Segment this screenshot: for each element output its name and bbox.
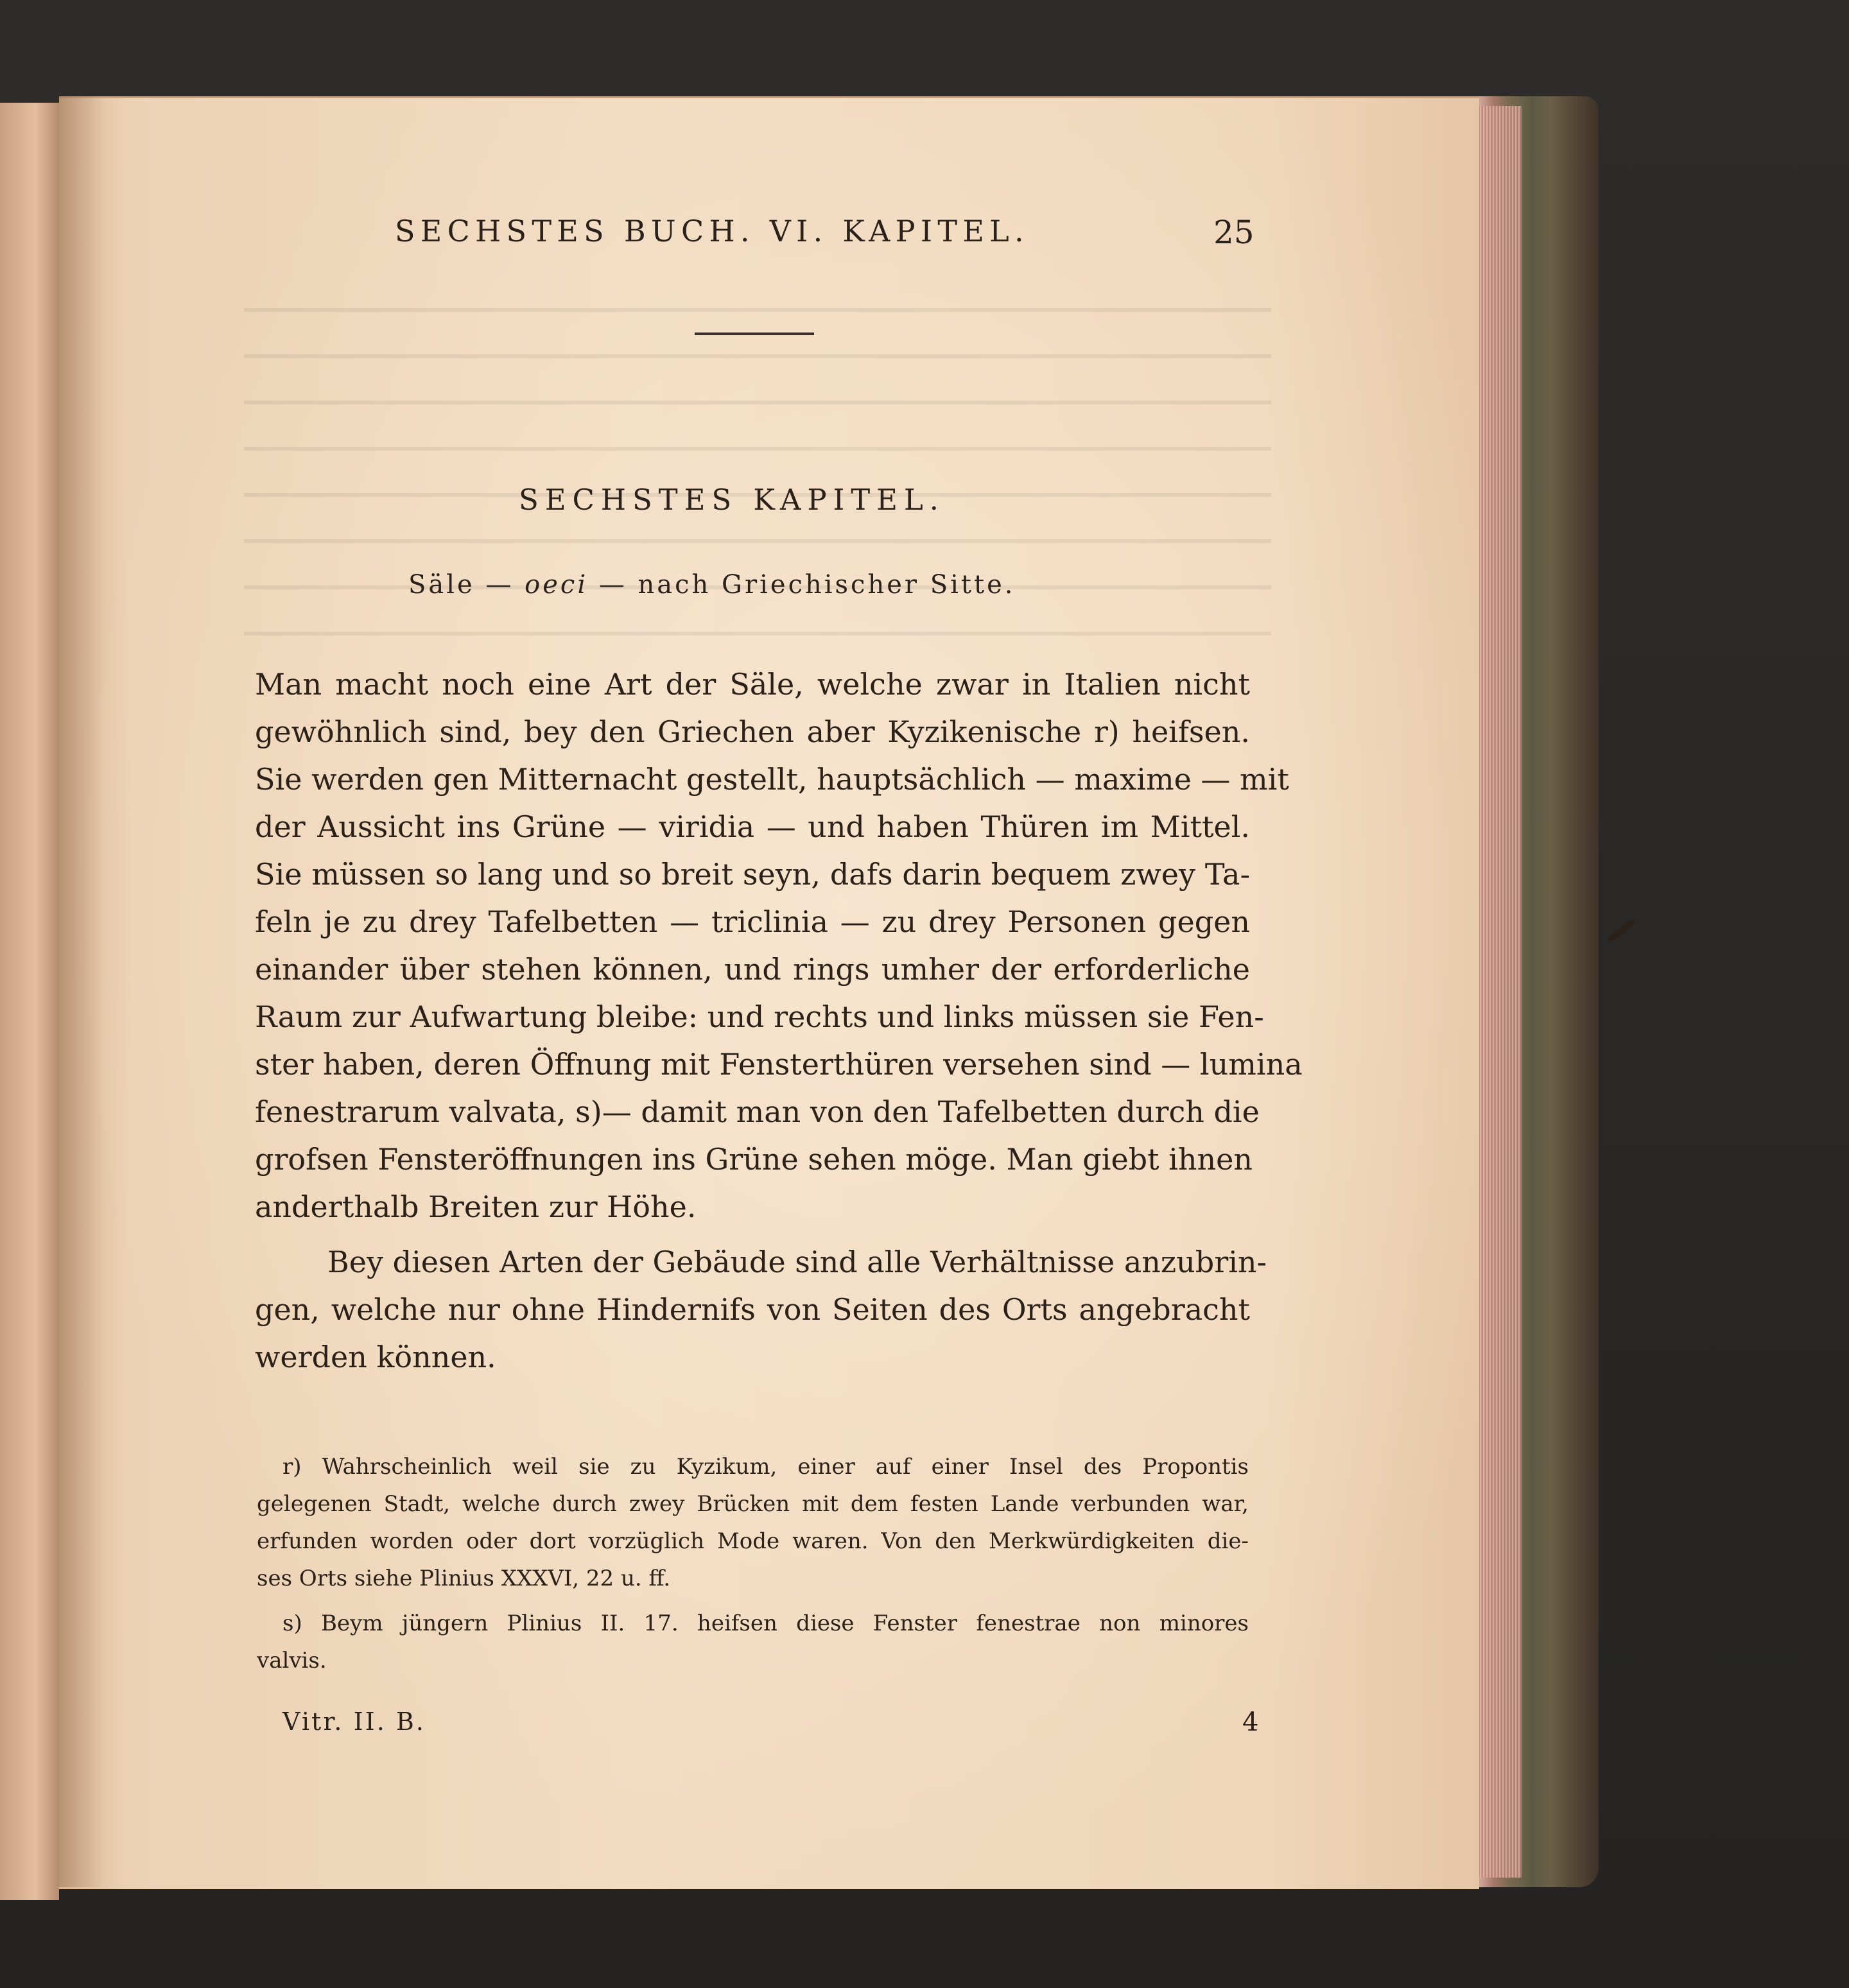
left-page-sliver [0, 103, 59, 1900]
text-line: der Aussicht ins Grüne — viridia — und haben Thüren im Mittel. [255, 809, 1250, 844]
gutter-shadow [59, 96, 104, 1887]
footnote-line: valvis. [257, 1648, 327, 1673]
bleed-through [244, 282, 1271, 668]
text-line: Sie müssen so lang und so breit seyn, dafs darin bequem zwey Ta- [255, 857, 1250, 892]
text-line: Man macht noch eine Art der Säle, welche zwar in Italien nicht [255, 667, 1250, 702]
title-rule [695, 333, 814, 335]
text-line: gen, welche nur ohne Hindernifs von Seiten des Orts angebracht [255, 1292, 1250, 1327]
subtitle-latin: oeci [525, 570, 589, 600]
signature-number: 4 [1242, 1707, 1259, 1737]
subtitle-part-c: — nach Griechischer Sitte. [598, 570, 1016, 600]
signature-mark: Vitr. II. B. [282, 1707, 426, 1736]
text-line: gewöhnlich sind, bey den Griechen aber Kyzikenische r) heifsen. [255, 714, 1250, 749]
text-line: Bey diesen Arten der Gebäude sind alle Verhältnisse anzubrin- [327, 1245, 1267, 1279]
chapter-subtitle [408, 570, 1015, 600]
footnote-line: r) Wahrscheinlich weil sie zu Kyzikum, einer auf einer Insel des Propontis [282, 1454, 1249, 1480]
footnote-line: erfunden worden oder dort vorzüglich Mode waren. Von den Merkwürdigkeiten die- [257, 1528, 1249, 1554]
text-line: Raum zur Aufwartung bleibe: und rechts und links müssen sie Fen- [255, 999, 1264, 1034]
running-head: SECHSTES BUCH. VI. KAPITEL. [395, 214, 1029, 248]
text-line: fenestrarum valvata, s)— damit man von den Tafelbetten durch die [255, 1094, 1260, 1129]
footnote-line: ses Orts siehe Plinius XXXVI, 22 u. ff. [257, 1566, 671, 1591]
text-line: einander über stehen können, und rings umher der erforderliche [255, 952, 1250, 987]
footnote-line: gelegenen Stadt, welche durch zwey Brücken mit dem festen Lande verbunden war, [257, 1491, 1249, 1517]
chapter-title: SECHSTES KAPITEL. [519, 483, 945, 517]
text-line: feln je zu drey Tafelbetten — triclinia — zu drey Personen gegen [255, 904, 1250, 939]
text-line: anderthalb Breiten zur Höhe. [255, 1189, 697, 1224]
page-number: 25 [1213, 214, 1254, 251]
subtitle-part-a: Säle — [408, 570, 514, 600]
text-line: werden können. [255, 1340, 496, 1374]
text-line: Sie werden gen Mitternacht gestellt, hauptsächlich — maxime — mit [255, 762, 1289, 797]
text-line: grofsen Fensteröffnungen ins Grüne sehen möge. Man giebt ihnen [255, 1142, 1253, 1177]
footnote-line: s) Beym jüngern Plinius II. 17. heifsen diese Fenster fenestrae non minores [282, 1611, 1249, 1636]
text-line: ster haben, deren Öffnung mit Fensterthüren versehen sind — lumina [255, 1047, 1303, 1082]
